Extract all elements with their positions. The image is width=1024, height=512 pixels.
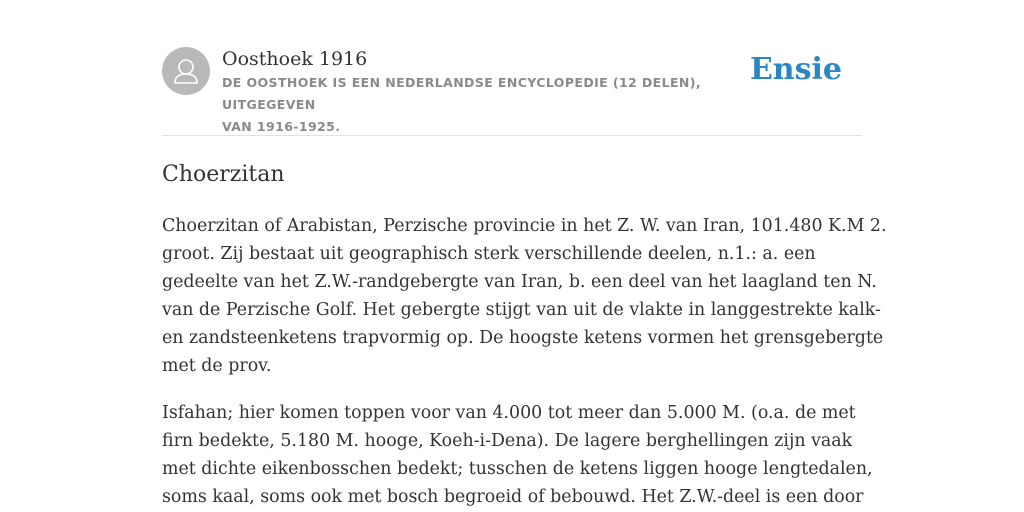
article-title: Choerzitan xyxy=(162,162,285,187)
paragraph-line: Choerzitan of Arabistan, Perzische provincie in het Z. W. van Iran, 101.480 K.M 2. xyxy=(162,216,887,236)
source-description-line: DE OOSTHOEK IS EEN NEDERLANDSE ENCYCLOPEDIE (12 DELEN), UITGEGEVEN xyxy=(222,75,702,112)
source-description-line: VAN 1916-1925. xyxy=(222,119,341,134)
paragraph-line: Isfahan; hier komen toppen voor van 4.000 tot meer dan 5.000 M. (o.a. de met xyxy=(162,403,856,423)
article-body xyxy=(162,212,887,512)
paragraph-line: van de Perzische Golf. Het gebergte stijgt van uit de vlakte in langgestrekte kalk- xyxy=(162,300,881,320)
paragraph-line: gedeelte van het Z.W.-randgebergte van Iran, b. een deel van het laagland ten N. xyxy=(162,272,877,292)
paragraph-line: en zandsteenketens trapvormig op. De hoogste ketens vormen het grensgebergte xyxy=(162,328,884,348)
article-paragraph xyxy=(162,399,873,511)
paragraph-line: met de prov. xyxy=(162,356,272,376)
article-paragraph xyxy=(162,212,887,380)
paragraph-line: firn bedekte, 5.180 M. hooge, Koeh-i-Dena). De lagere berghellingen zijn vaak xyxy=(162,431,853,451)
source-description xyxy=(222,72,762,138)
avatar-silhouette xyxy=(162,47,210,95)
ensie-logo-link[interactable]: Ensie xyxy=(749,52,842,87)
user-avatar-icon[interactable] xyxy=(162,47,210,95)
paragraph-line: groot. Zij bestaat uit geographisch sterk verschillende deelen, n.1.: a. een xyxy=(162,244,816,264)
paragraph-line: soms kaal, soms ook met bosch begroeid of bebouwd. Het Z.W.-deel is een door xyxy=(162,487,864,507)
source-header xyxy=(162,44,862,136)
paragraph-line: met dichte eikenbosschen bedekt; tusschen de ketens liggen hooge lengtedalen, xyxy=(162,459,873,479)
source-title[interactable]: Oosthoek 1916 xyxy=(222,48,368,70)
